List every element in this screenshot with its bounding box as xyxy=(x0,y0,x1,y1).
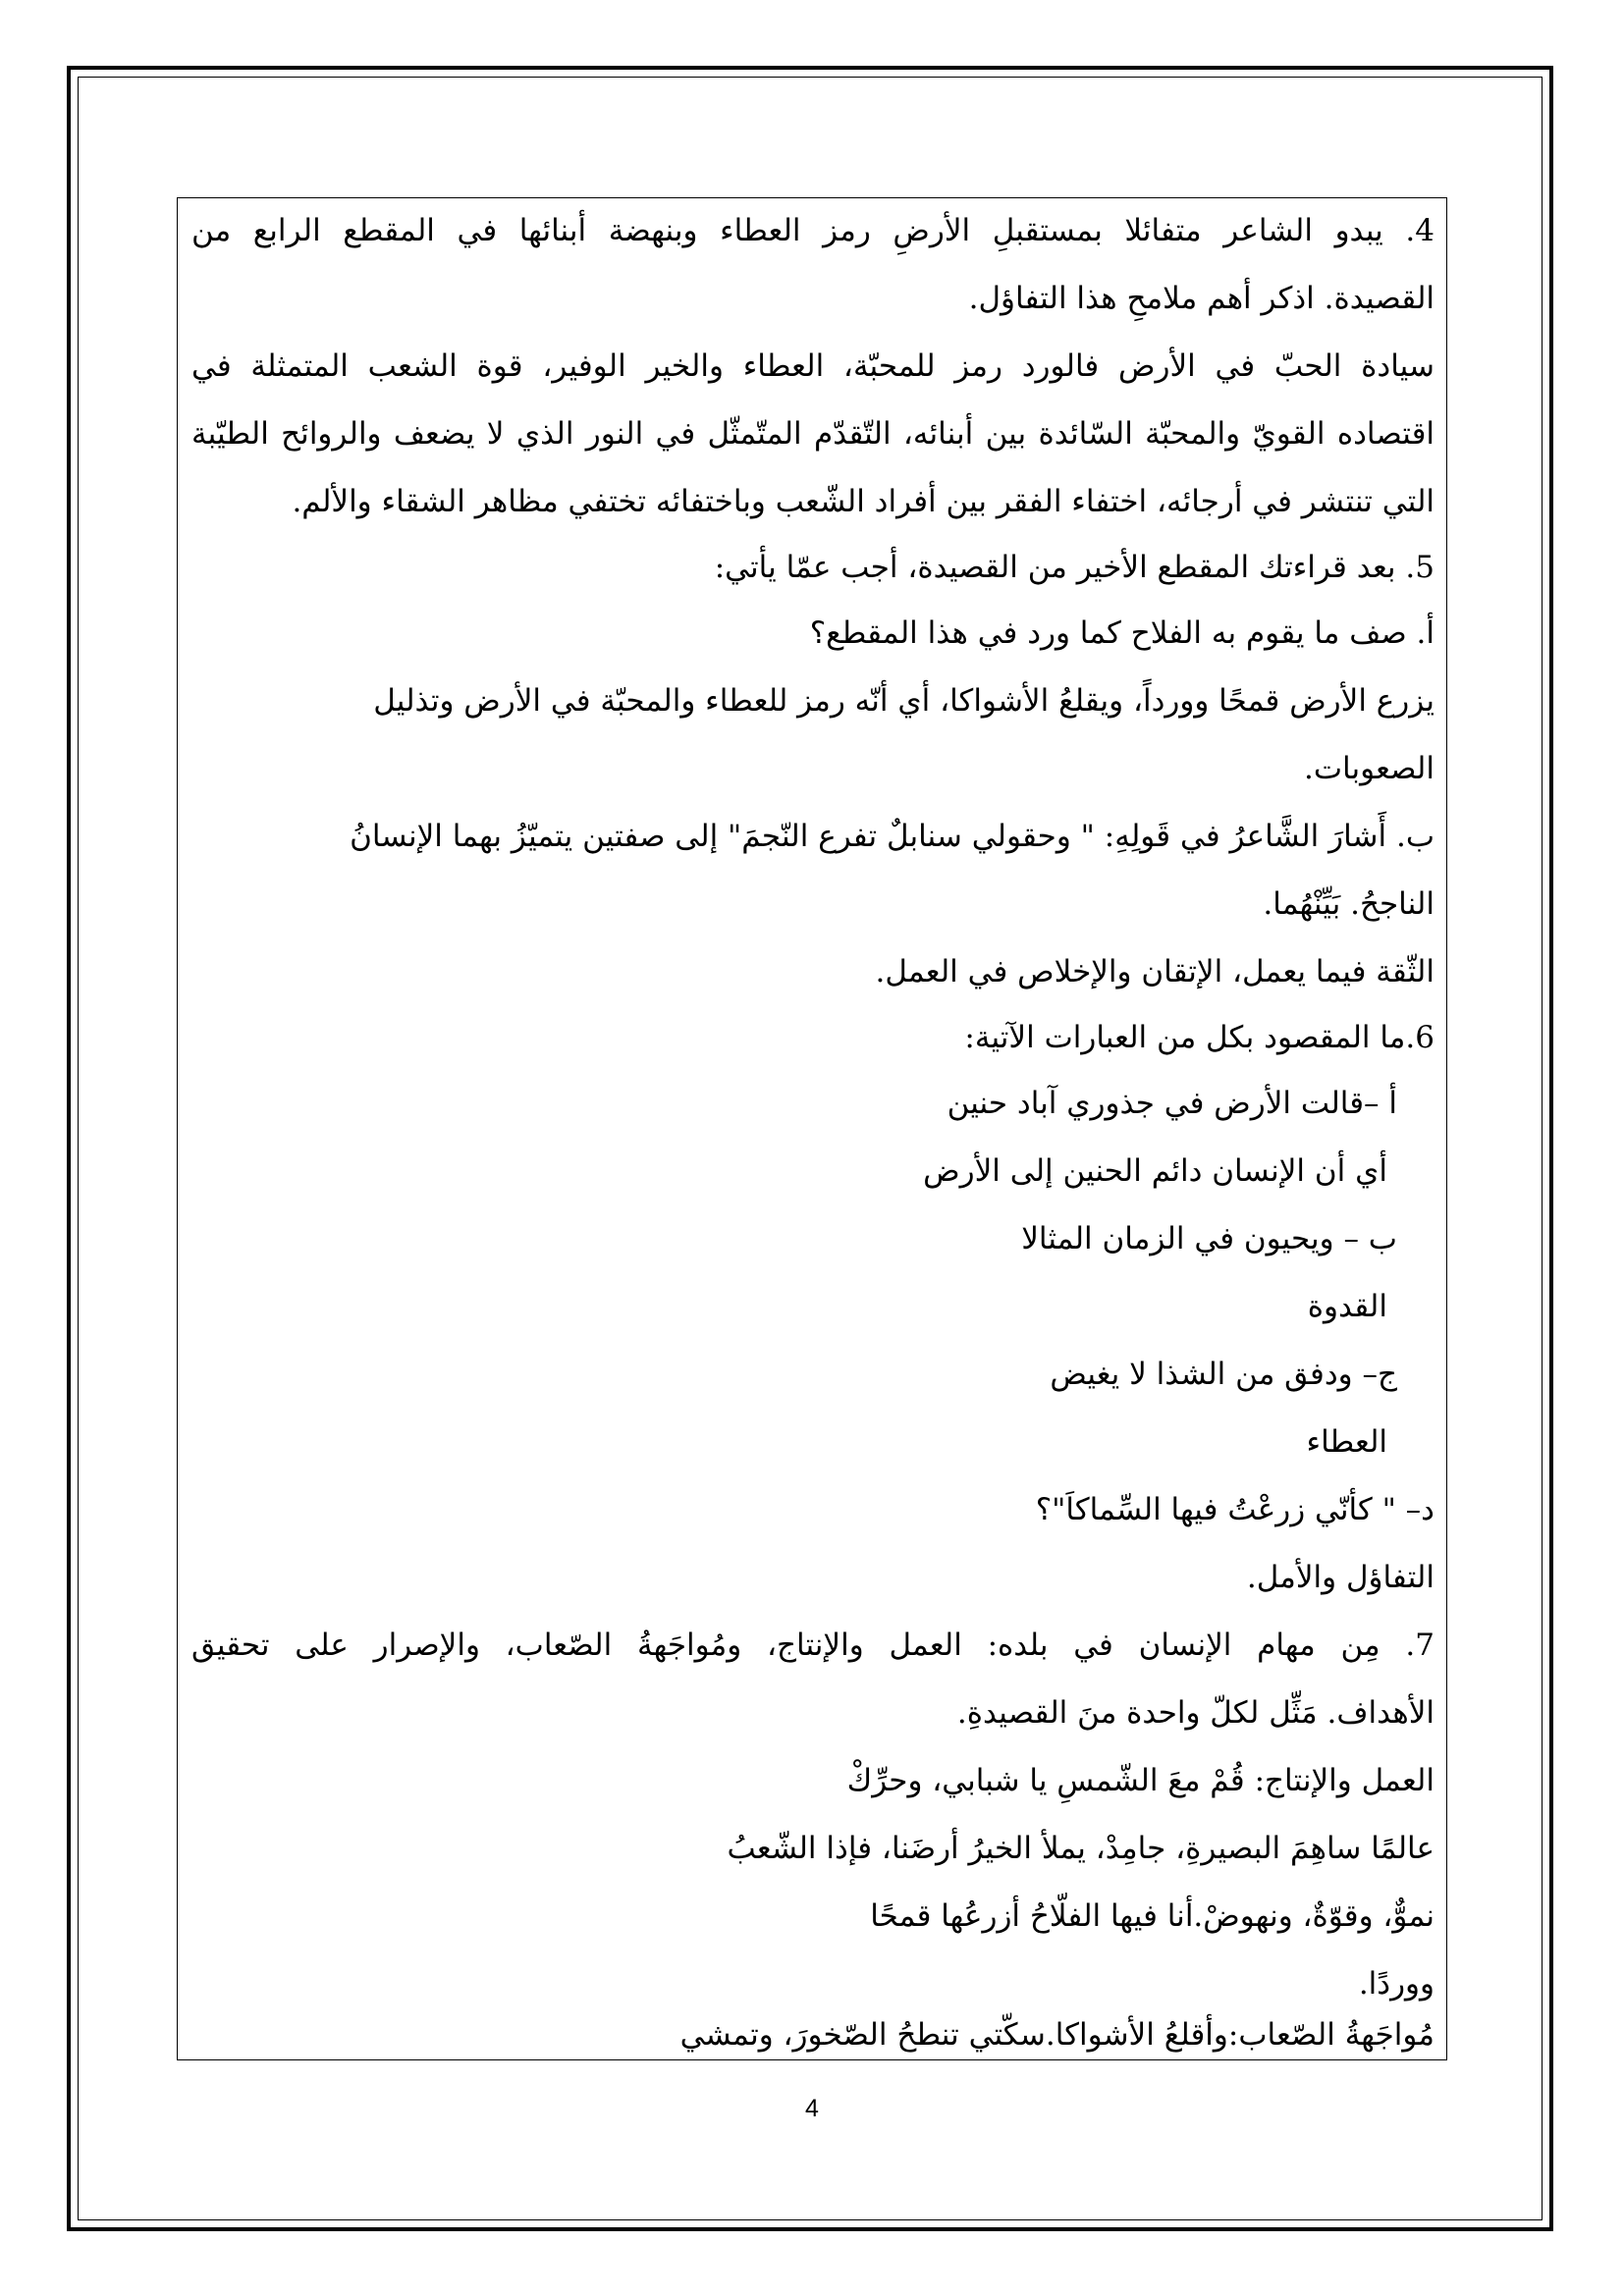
question-4-line-2: القصيدة. اذكر أهم ملامحِ هذا التفاؤل. xyxy=(968,281,1435,316)
answer-7-line-2: عالمًا ساهِمَ البصيرةِ، جامِدْ، يملأ الخيرُ أرضَنا، فإذا الشّعبُ xyxy=(727,1831,1435,1866)
answer-7-line-1: العمل والإنتاج: قُمْ معَ الشّمسِ يا شبابي، وحرِّكْ xyxy=(846,1763,1435,1798)
answer-7-line-5: مُواجَهةُ الصّعاب:وأقلعُ الأشواكا.سكّتي تنطحُ الصّخورَ، وتمشي xyxy=(679,2017,1435,2053)
page-number: 4 xyxy=(805,2095,819,2122)
content-box xyxy=(177,197,1447,2060)
answer-4-line-1: سيادة الحبّ في الأرض فالورد رمز للمحبّة، العطاء والخير الوفير، قوة الشعب المتمثلة في xyxy=(191,348,1435,384)
question-6a: أ –قالت الأرض في جذوري آباد حنين xyxy=(947,1086,1397,1121)
question-7-line-1: 7. مِن مهام الإنسان في بلده: العمل والإنتاج، ومُواجَهةُ الصّعاب، والإصرار على تحقيق xyxy=(191,1628,1435,1663)
answer-6a: أي أن الإنسان دائم الحنين إلى الأرض xyxy=(923,1153,1387,1189)
question-7-line-2: الأهداف. مَثِّل لكلّ واحدة منَ القصيدةِ. xyxy=(956,1695,1435,1731)
answer-7-line-3: نموٌّ، وقوّةٌ، ونهوضْ.أنا فيها الفلّاحُ أزرعُها قمحًا xyxy=(870,1898,1435,1934)
answer-5b: الثّقة فيما يعمل، الإتقان والإخلاص في العمل. xyxy=(875,954,1435,989)
answer-7-line-4: ووردًا. xyxy=(1358,1966,1435,2002)
answer-5a-line-1: يزرع الأرض قمحًا وورداً، ويقلعُ الأشواكا، أي أنّه رمز للعطاء والمحبّة في الأرض وتذليل xyxy=(373,683,1435,719)
answer-6c: العطاء xyxy=(1306,1424,1387,1460)
answer-5a-line-2: الصعوبات. xyxy=(1303,751,1435,786)
answer-6b: القدوة xyxy=(1307,1289,1387,1324)
question-5-heading: 5. بعد قراءتك المقطع الأخير من القصيدة، أجب عمّا يأتي: xyxy=(714,550,1435,585)
question-5b-line-1: ب. أَشارَ الشَّاعرُ في قَولِهِ: " وحقولي سنابلٌ تفرع النّجمَ" إلى صفتين يتميّزُ بهما الإنسانُ xyxy=(350,819,1435,854)
answer-4-line-3: التي تنتشر في أرجائه، اختفاء الفقر بين أفراد الشّعب وباختفائه تختفي مظاهر الشقاء والألم. xyxy=(292,484,1435,519)
answer-4-line-2: اقتصاده القويّ والمحبّة السّائدة بين أبنائه، التّقدّم المتّمثّل في النور الذي لا يضعف والروائح الطيّبة xyxy=(191,416,1435,452)
question-6-heading: 6.ما المقصود بكل من العبارات الآتية: xyxy=(964,1020,1435,1055)
question-6d: د– " كأنّي زرعْتُ فيها السِّماكاَ"؟ xyxy=(1035,1492,1435,1527)
question-4-line-1: 4. يبدو الشاعر متفائلا بمستقبلِ الأرضِ رمز العطاء وبنهضة أبنائها في المقطع الرابع من xyxy=(191,213,1435,248)
question-6c: ج– ودفق من الشذا لا يغيض xyxy=(1050,1357,1397,1392)
question-5b-line-2: الناجحُ. بَيِّنْهُما. xyxy=(1263,886,1435,922)
question-5a: أ. صف ما يقوم به الفلاح كما ورد في هذا المقطع؟ xyxy=(809,615,1435,651)
answer-6d: التفاؤل والأمل. xyxy=(1246,1560,1435,1595)
question-6b: ب – ويحيون في الزمان المثالا xyxy=(1021,1221,1397,1256)
